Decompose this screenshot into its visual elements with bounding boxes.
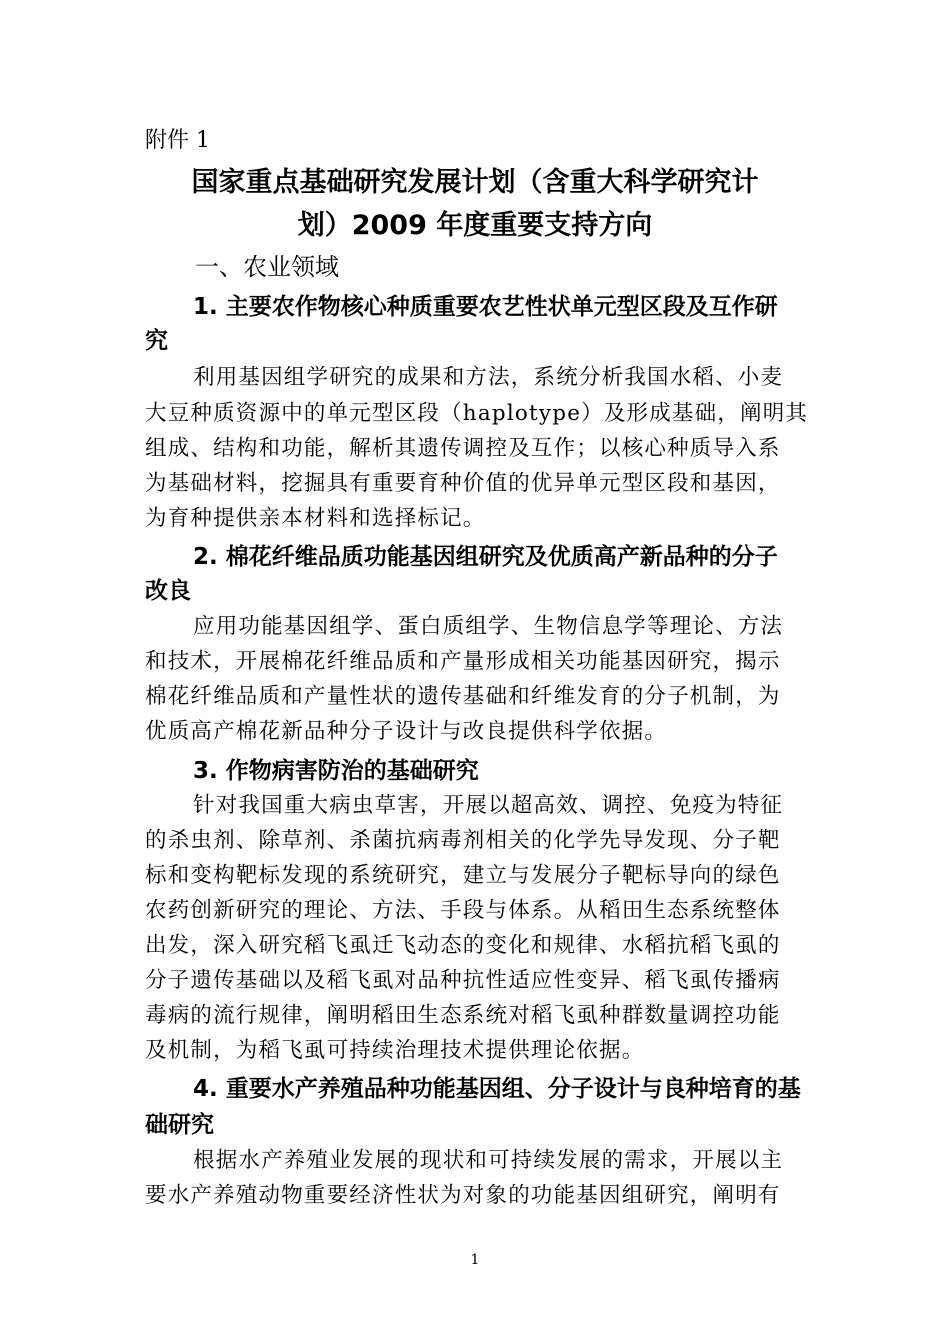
attachment-label: 附件 1 (145, 128, 210, 153)
paragraph-line: 棉花纤维品质和产量性状的遗传基础和纤维发育的分子机制，为 (145, 684, 781, 709)
item4-heading: 4. 重要水产养殖品种功能基因组、分子设计与良种培育的基 (193, 1076, 801, 1102)
document-title-line-1: 国家重点基础研究发展计划（含重大科学研究计 (191, 167, 759, 198)
item1-heading-cont: 究 (145, 328, 168, 354)
paragraph-line: 为育种提供亲本材料和选择标记。 (145, 506, 486, 531)
item3-heading: 3. 作物病害防治的基础研究 (193, 758, 479, 784)
paragraph-line: 毒病的流行规律，阐明稻田生态系统对稻飞虱种群数量调控功能 (145, 1003, 781, 1028)
paragraph-line: 要水产养殖动物重要经济性状为对象的功能基因组研究，阐明有 (145, 1183, 781, 1208)
paragraph-line: 优质高产棉花新品种分子设计与改良提供科学依据。 (145, 719, 668, 744)
page-number: 1 (470, 1252, 480, 1268)
paragraph-line: 出发，深入研究稻飞虱迁飞动态的变化和规律、水稻抗稻飞虱的 (145, 933, 781, 958)
document-title-line-2: 划）2009 年度重要支持方向 (297, 210, 653, 241)
paragraph-line: 组成、结构和功能，解析其遗传调控及互作；以核心种质导入系 (145, 436, 781, 461)
paragraph-line: 应用功能基因组学、蛋白质组学、生物信息学等理论、方法 (193, 614, 784, 639)
item2-heading-cont: 改良 (145, 578, 191, 604)
paragraph-line: 农药创新研究的理论、方法、手段与体系。从稻田生态系统整体 (145, 898, 781, 923)
paragraph-line: 标和变构靶标发现的系统研究，建立与发展分子靶标导向的绿色 (145, 863, 781, 888)
paragraph-line: 利用基因组学研究的成果和方法，系统分析我国水稻、小麦 (193, 365, 784, 390)
paragraph-line: 大豆种质资源中的单元型区段（haplotype）及形成基础，阐明其 (145, 401, 809, 426)
item2-heading: 2. 棉花纤维品质功能基因组研究及优质高产新品种的分子 (193, 544, 778, 570)
paragraph-line: 分子遗传基础以及稻飞虱对品种抗性适应性变异、稻飞虱传播病 (145, 968, 781, 993)
item4-heading-cont: 础研究 (145, 1112, 214, 1138)
paragraph-line: 的杀虫剂、除草剂、杀菌抗病毒剂相关的化学先导发现、分子靶 (145, 828, 781, 853)
item1-heading: 1. 主要农作物核心种质重要农艺性状单元型区段及互作研 (193, 294, 778, 320)
paragraph-line: 针对我国重大病虫草害，开展以超高效、调控、免疫为特征 (193, 793, 784, 818)
section-heading: 一、农业领域 (195, 253, 339, 281)
paragraph-line: 根据水产养殖业发展的现状和可持续发展的需求，开展以主 (193, 1148, 784, 1173)
paragraph-line: 和技术，开展棉花纤维品质和产量形成相关功能基因研究，揭示 (145, 649, 781, 674)
paragraph-line: 为基础材料，挖掘具有重要育种价值的优异单元型区段和基因， (145, 471, 781, 496)
paragraph-line: 及机制，为稻飞虱可持续治理技术提供理论依据。 (145, 1038, 645, 1063)
